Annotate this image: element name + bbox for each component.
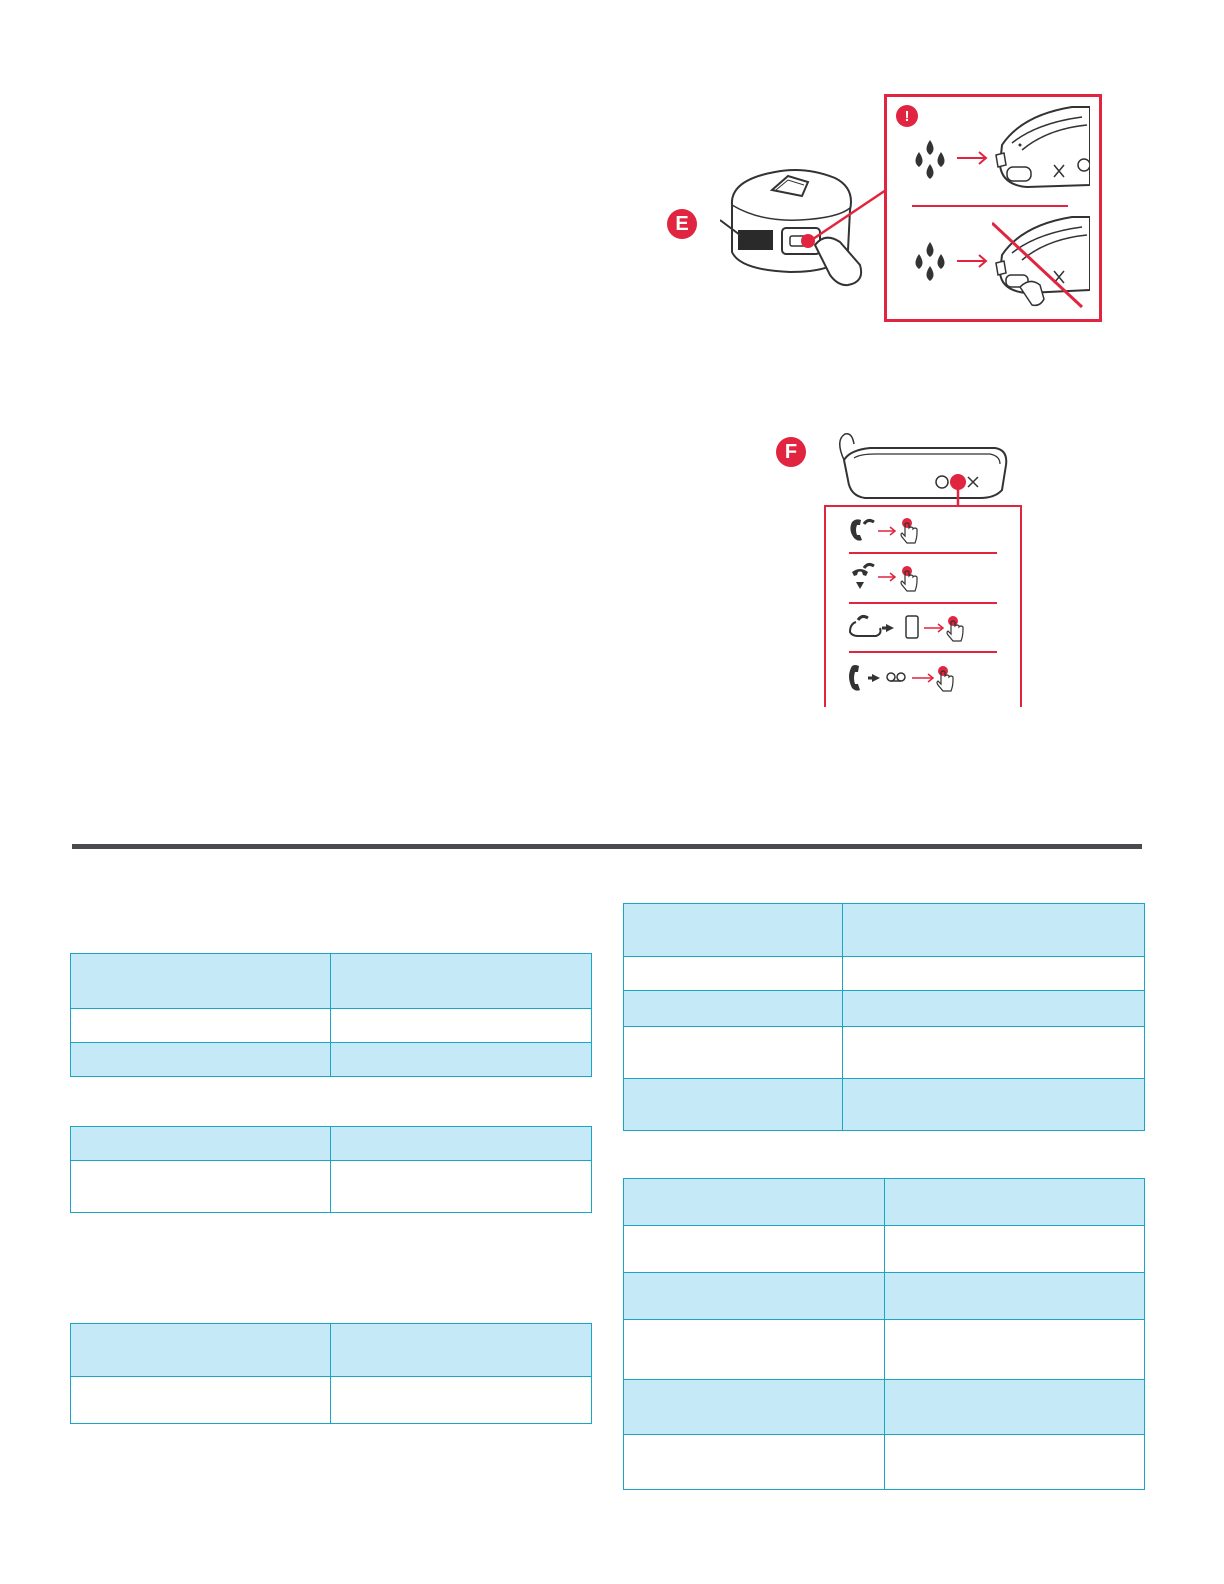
table-row	[71, 1377, 592, 1424]
table-row	[71, 1324, 592, 1377]
figure-e-connector-line	[800, 180, 890, 250]
tap-finger-icon	[944, 614, 966, 642]
headset-top-view-icon	[830, 430, 1015, 505]
table-row	[71, 954, 592, 1009]
water-drops-icon	[910, 138, 950, 182]
figure-e-badge: E	[667, 209, 697, 239]
gesture-divider	[849, 552, 997, 554]
spec-table-3	[70, 1323, 592, 1424]
gesture-divider	[849, 651, 997, 653]
arrow-right-icon	[955, 253, 989, 269]
table-row	[71, 1009, 592, 1043]
tap-finger-icon	[934, 664, 956, 692]
figure-f-badge: F	[776, 437, 806, 467]
table-row	[624, 991, 1145, 1027]
table-row	[624, 1320, 1145, 1380]
table-row	[624, 904, 1145, 957]
section-divider	[72, 844, 1142, 849]
table-row	[624, 1380, 1145, 1435]
spec-table-2	[70, 1126, 592, 1213]
tap-finger-icon	[898, 516, 920, 544]
spec-table-4	[623, 903, 1145, 1131]
headset-wet-crossed-icon	[992, 215, 1090, 310]
table-row	[624, 1435, 1145, 1490]
table-row	[71, 1043, 592, 1077]
water-drops-icon	[910, 240, 950, 284]
table-row	[624, 1226, 1145, 1273]
warning-box-divider	[912, 205, 1068, 207]
tap-finger-icon	[898, 564, 920, 592]
table-row	[624, 1273, 1145, 1320]
spec-table-5	[623, 1178, 1145, 1490]
table-row	[624, 957, 1145, 991]
warning-icon: !	[896, 105, 918, 127]
headset-dry-icon	[992, 105, 1090, 195]
gesture-divider	[849, 602, 997, 604]
table-row	[71, 1161, 592, 1213]
table-row	[624, 1027, 1145, 1079]
table-row	[624, 1079, 1145, 1131]
table-row	[624, 1179, 1145, 1226]
table-row	[71, 1127, 592, 1161]
spec-table-1	[70, 953, 592, 1077]
arrow-right-icon	[955, 150, 989, 166]
